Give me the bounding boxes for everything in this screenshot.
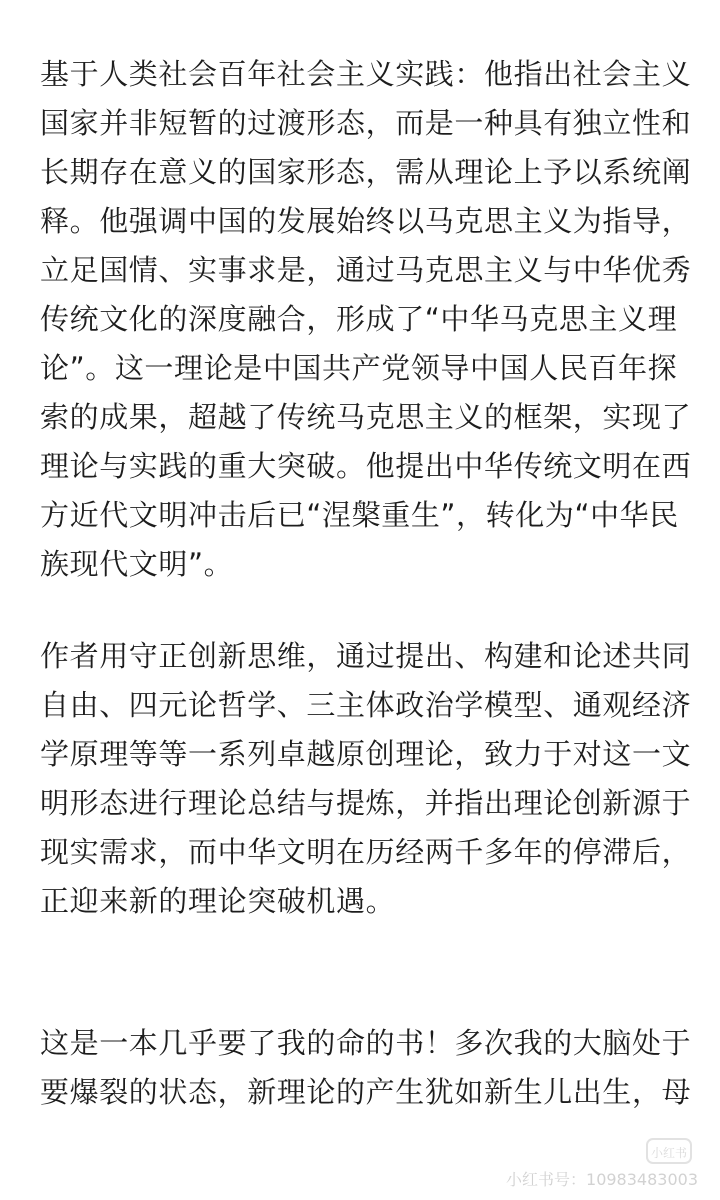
text-line: 索的成果，超越了传统马克思主义的框架，实现了 — [40, 400, 692, 434]
text-line: 自由、四元论哲学、三主体政治学模型、通观经济 — [40, 688, 692, 722]
watermark-text: 小红书号：10983483003 — [506, 1170, 698, 1189]
text-line: 方近代文明冲击后已“涅槃重生”，转化为“中华民 — [40, 498, 679, 532]
text-line: 族现代文明”。 — [40, 547, 234, 581]
text-line: 明形态进行理论总结与提炼，并指出理论创新源于 — [40, 786, 692, 820]
text-line: 现实需求，而中华文明在历经两千多年的停滞后， — [40, 835, 692, 869]
paragraph-2 — [40, 632, 692, 926]
text-line: 长期存在意义的国家形态，需从理论上予以系统阐 — [40, 155, 692, 189]
text-line: 释。他强调中国的发展始终以马克思主义为指导， — [40, 204, 692, 238]
text-line: 国家并非短暂的过渡形态，而是一种具有独立性和 — [40, 106, 692, 140]
text-line: 作者用守正创新思维，通过提出、构建和论述共同 — [40, 639, 692, 673]
text-line: 基于人类社会百年社会主义实践：他指出社会主义 — [40, 57, 692, 91]
text-line: 论”。这一理论是中国共产党领导中国人民百年探 — [40, 351, 678, 385]
text-line: 理论与实践的重大突破。他提出中华传统文明在西 — [40, 449, 692, 483]
text-line: 立足国情、实事求是，通过马克思主义与中华优秀 — [40, 253, 692, 287]
text-line: 要爆裂的状态，新理论的产生犹如新生儿出生，母 — [40, 1075, 692, 1109]
text-line: 学原理等等一系列卓越原创理论，致力于对这一文 — [40, 737, 692, 771]
text-line: 正迎来新的理论突破机遇。 — [40, 884, 396, 918]
watermark-logo: 小红书 — [646, 1138, 692, 1164]
text-line: 这是一本几乎要了我的命的书！多次我的大脑处于 — [40, 1026, 692, 1060]
paragraph-3 — [40, 1019, 692, 1117]
text-line: 传统文化的深度融合，形成了“中华马克思主义理 — [40, 302, 678, 336]
paragraph-1 — [40, 50, 692, 589]
